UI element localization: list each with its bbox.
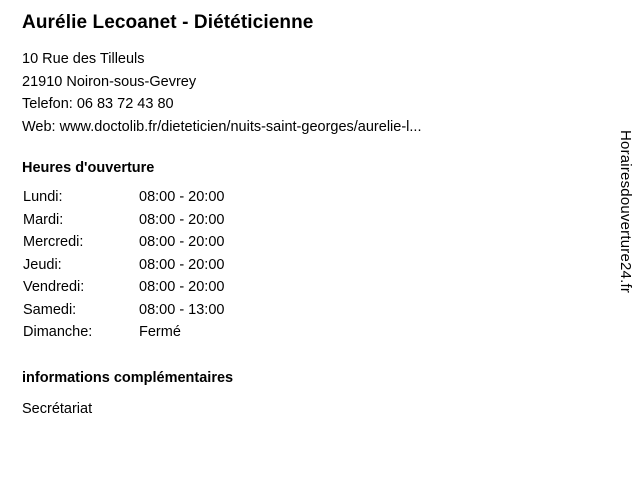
- opening-hours-heading: Heures d'ouverture: [22, 160, 155, 176]
- day-label: Samedi:: [23, 301, 77, 318]
- address-street: 10 Rue des Tilleuls: [22, 51, 145, 67]
- day-label: Lundi:: [23, 189, 63, 205]
- additional-info-text: Secrétariat: [22, 400, 93, 417]
- table-row: [23, 321, 339, 344]
- website-line: Web: www.doctolib.fr/dieteticien/nuits-saint-georges/aurelie-l...: [22, 118, 422, 135]
- day-hours: 08:00 - 20:00: [139, 256, 225, 273]
- watermark-text: Horairesdouverture24.fr: [617, 130, 634, 294]
- table-row: [23, 231, 339, 254]
- table-row: [23, 186, 339, 209]
- day-hours: Fermé: [139, 324, 181, 340]
- day-hours: 08:00 - 20:00: [139, 234, 225, 250]
- opening-hours-table: [23, 186, 339, 344]
- additional-info-heading: informations complémentaires: [22, 369, 234, 386]
- table-row: [23, 254, 339, 277]
- day-hours: 08:00 - 13:00: [139, 301, 225, 318]
- table-row: [23, 276, 339, 299]
- day-label: Mardi:: [23, 211, 64, 228]
- day-label: Vendredi:: [23, 279, 85, 295]
- day-label: Mercredi:: [23, 234, 84, 250]
- day-hours: 08:00 - 20:00: [139, 189, 225, 205]
- business-info-block: [22, 10, 582, 420]
- day-label: Jeudi:: [23, 256, 62, 273]
- table-row: [23, 299, 339, 322]
- phone-line: Telefon: 06 83 72 43 80: [22, 96, 174, 112]
- table-row: [23, 209, 339, 232]
- day-hours: 08:00 - 20:00: [139, 211, 225, 228]
- day-hours: 08:00 - 20:00: [139, 279, 225, 295]
- page-title: Aurélie Lecoanet - Diététicienne: [22, 12, 314, 33]
- day-label: Dimanche:: [23, 324, 93, 340]
- address-city: 21910 Noiron-sous-Gevrey: [22, 73, 197, 90]
- watermark: [614, 130, 638, 460]
